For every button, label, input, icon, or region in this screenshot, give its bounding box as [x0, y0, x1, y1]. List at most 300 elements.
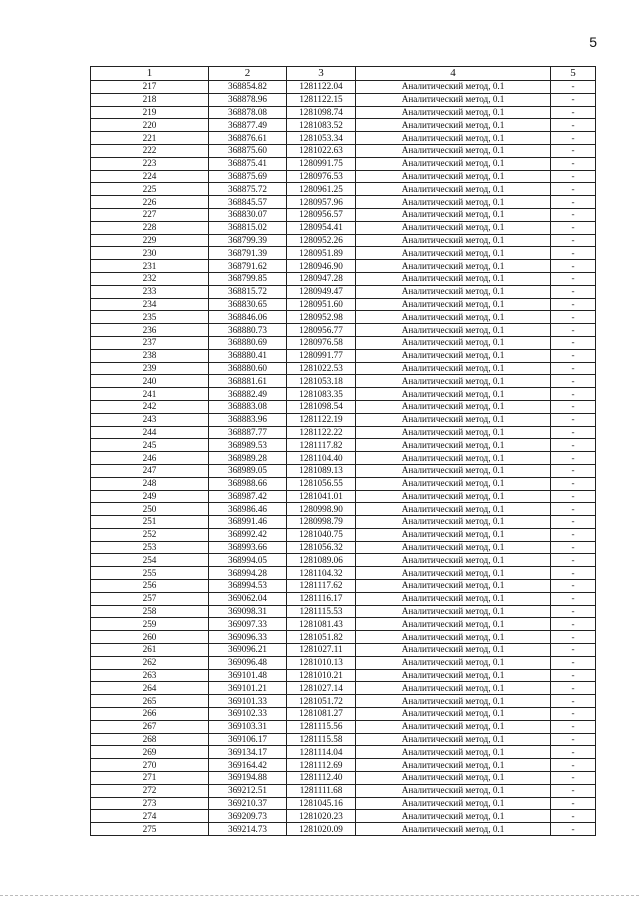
x-coordinate-cell: 368815.02: [209, 221, 287, 234]
method-cell: Аналитический метод, 0.1: [356, 644, 551, 657]
x-coordinate-cell: 368830.07: [209, 208, 287, 221]
method-cell: Аналитический метод, 0.1: [356, 93, 551, 106]
y-coordinate-cell: 1281053.18: [287, 375, 356, 388]
point-number-cell: 256: [91, 580, 209, 593]
point-number-cell: 250: [91, 503, 209, 516]
point-number-cell: 268: [91, 733, 209, 746]
point-number-cell: 226: [91, 196, 209, 209]
x-coordinate-cell: 368994.53: [209, 580, 287, 593]
point-number-cell: 228: [91, 221, 209, 234]
method-cell: Аналитический метод, 0.1: [356, 362, 551, 375]
table-row: [91, 720, 596, 733]
table-row: [91, 810, 596, 823]
method-cell: Аналитический метод, 0.1: [356, 324, 551, 337]
method-cell: Аналитический метод, 0.1: [356, 656, 551, 669]
table-row: [91, 708, 596, 721]
y-coordinate-cell: 1281089.13: [287, 464, 356, 477]
point-number-cell: 229: [91, 234, 209, 247]
point-number-cell: 217: [91, 81, 209, 94]
table-row: [91, 759, 596, 772]
method-cell: Аналитический метод, 0.1: [356, 272, 551, 285]
x-coordinate-cell: 368989.53: [209, 439, 287, 452]
point-number-cell: 242: [91, 400, 209, 413]
x-coordinate-cell: 369096.21: [209, 644, 287, 657]
table-header-row: [91, 67, 596, 81]
scan-edge-divider: [0, 895, 639, 896]
y-coordinate-cell: 1281111.68: [287, 784, 356, 797]
method-cell: Аналитический метод, 0.1: [356, 298, 551, 311]
x-coordinate-cell: 368846.06: [209, 311, 287, 324]
header-col-2: 2: [209, 67, 287, 81]
table-row: [91, 221, 596, 234]
x-coordinate-cell: 368992.42: [209, 528, 287, 541]
table-row: [91, 746, 596, 759]
y-coordinate-cell: 1281115.56: [287, 720, 356, 733]
method-cell: Аналитический метод, 0.1: [356, 247, 551, 260]
point-number-cell: 249: [91, 490, 209, 503]
note-cell: -: [551, 388, 596, 401]
x-coordinate-cell: 368878.08: [209, 106, 287, 119]
method-cell: Аналитический метод, 0.1: [356, 682, 551, 695]
x-coordinate-cell: 369212.51: [209, 784, 287, 797]
y-coordinate-cell: 1280976.58: [287, 336, 356, 349]
y-coordinate-cell: 1281122.04: [287, 81, 356, 94]
header-col-1: 1: [91, 67, 209, 81]
note-cell: -: [551, 336, 596, 349]
y-coordinate-cell: 1280949.47: [287, 285, 356, 298]
note-cell: -: [551, 208, 596, 221]
note-cell: -: [551, 324, 596, 337]
note-cell: -: [551, 298, 596, 311]
point-number-cell: 272: [91, 784, 209, 797]
note-cell: -: [551, 439, 596, 452]
point-number-cell: 266: [91, 708, 209, 721]
x-coordinate-cell: 368799.39: [209, 234, 287, 247]
note-cell: -: [551, 823, 596, 836]
point-number-cell: 257: [91, 592, 209, 605]
point-number-cell: 230: [91, 247, 209, 260]
x-coordinate-cell: 368880.73: [209, 324, 287, 337]
x-coordinate-cell: 369209.73: [209, 810, 287, 823]
note-cell: -: [551, 784, 596, 797]
x-coordinate-cell: 369134.17: [209, 746, 287, 759]
x-coordinate-cell: 368994.28: [209, 567, 287, 580]
table-row: [91, 400, 596, 413]
x-coordinate-cell: 369101.33: [209, 695, 287, 708]
note-cell: -: [551, 554, 596, 567]
note-cell: -: [551, 541, 596, 554]
y-coordinate-cell: 1281020.09: [287, 823, 356, 836]
method-cell: Аналитический метод, 0.1: [356, 349, 551, 362]
x-coordinate-cell: 368994.05: [209, 554, 287, 567]
x-coordinate-cell: 368989.28: [209, 452, 287, 465]
point-number-cell: 262: [91, 656, 209, 669]
table-row: [91, 426, 596, 439]
y-coordinate-cell: 1280998.90: [287, 503, 356, 516]
point-number-cell: 254: [91, 554, 209, 567]
table-row: [91, 413, 596, 426]
note-cell: -: [551, 285, 596, 298]
note-cell: -: [551, 516, 596, 529]
y-coordinate-cell: 1281056.32: [287, 541, 356, 554]
method-cell: Аналитический метод, 0.1: [356, 823, 551, 836]
note-cell: -: [551, 234, 596, 247]
table-row: [91, 656, 596, 669]
table-row: [91, 106, 596, 119]
point-number-cell: 273: [91, 797, 209, 810]
method-cell: Аналитический метод, 0.1: [356, 311, 551, 324]
table-row: [91, 503, 596, 516]
y-coordinate-cell: 1281112.40: [287, 772, 356, 785]
y-coordinate-cell: 1281115.58: [287, 733, 356, 746]
note-cell: -: [551, 797, 596, 810]
note-cell: -: [551, 490, 596, 503]
y-coordinate-cell: 1281022.63: [287, 144, 356, 157]
note-cell: -: [551, 720, 596, 733]
table-row: [91, 682, 596, 695]
header-col-5: 5: [551, 67, 596, 81]
y-coordinate-cell: 1281083.52: [287, 119, 356, 132]
note-cell: -: [551, 567, 596, 580]
y-coordinate-cell: 1281022.53: [287, 362, 356, 375]
point-number-cell: 241: [91, 388, 209, 401]
point-number-cell: 235: [91, 311, 209, 324]
y-coordinate-cell: 1280991.77: [287, 349, 356, 362]
method-cell: Аналитический метод, 0.1: [356, 452, 551, 465]
header-col-3: 3: [287, 67, 356, 81]
y-coordinate-cell: 1281083.35: [287, 388, 356, 401]
x-coordinate-cell: 369101.21: [209, 682, 287, 695]
method-cell: Аналитический метод, 0.1: [356, 221, 551, 234]
note-cell: -: [551, 452, 596, 465]
x-coordinate-cell: 368986.46: [209, 503, 287, 516]
x-coordinate-cell: 368993.66: [209, 541, 287, 554]
method-cell: Аналитический метод, 0.1: [356, 605, 551, 618]
y-coordinate-cell: 1281010.13: [287, 656, 356, 669]
point-number-cell: 227: [91, 208, 209, 221]
note-cell: -: [551, 247, 596, 260]
note-cell: -: [551, 528, 596, 541]
x-coordinate-cell: 369096.33: [209, 631, 287, 644]
table-row: [91, 260, 596, 273]
point-number-cell: 270: [91, 759, 209, 772]
table-row: [91, 580, 596, 593]
table-row: [91, 605, 596, 618]
x-coordinate-cell: 368887.77: [209, 426, 287, 439]
y-coordinate-cell: 1281027.14: [287, 682, 356, 695]
x-coordinate-cell: 368988.66: [209, 477, 287, 490]
table-row: [91, 272, 596, 285]
y-coordinate-cell: 1281051.82: [287, 631, 356, 644]
y-coordinate-cell: 1281098.54: [287, 400, 356, 413]
table-row: [91, 695, 596, 708]
method-cell: Аналитический метод, 0.1: [356, 528, 551, 541]
x-coordinate-cell: 368878.96: [209, 93, 287, 106]
method-cell: Аналитический метод, 0.1: [356, 503, 551, 516]
point-number-cell: 221: [91, 132, 209, 145]
method-cell: Аналитический метод, 0.1: [356, 170, 551, 183]
note-cell: -: [551, 221, 596, 234]
y-coordinate-cell: 1280952.26: [287, 234, 356, 247]
x-coordinate-cell: 368989.05: [209, 464, 287, 477]
method-cell: Аналитический метод, 0.1: [356, 196, 551, 209]
table-row: [91, 631, 596, 644]
point-number-cell: 239: [91, 362, 209, 375]
method-cell: Аналитический метод, 0.1: [356, 400, 551, 413]
x-coordinate-cell: 368880.41: [209, 349, 287, 362]
method-cell: Аналитический метод, 0.1: [356, 772, 551, 785]
note-cell: -: [551, 157, 596, 170]
point-number-cell: 269: [91, 746, 209, 759]
table-row: [91, 119, 596, 132]
table-row: [91, 439, 596, 452]
method-cell: Аналитический метод, 0.1: [356, 413, 551, 426]
point-number-cell: 248: [91, 477, 209, 490]
point-number-cell: 240: [91, 375, 209, 388]
point-number-cell: 222: [91, 144, 209, 157]
method-cell: Аналитический метод, 0.1: [356, 810, 551, 823]
table-row: [91, 592, 596, 605]
note-cell: -: [551, 132, 596, 145]
x-coordinate-cell: 368877.49: [209, 119, 287, 132]
point-number-cell: 265: [91, 695, 209, 708]
x-coordinate-cell: 369096.48: [209, 656, 287, 669]
method-cell: Аналитический метод, 0.1: [356, 234, 551, 247]
note-cell: -: [551, 759, 596, 772]
method-cell: Аналитический метод, 0.1: [356, 733, 551, 746]
method-cell: Аналитический метод, 0.1: [356, 490, 551, 503]
point-number-cell: 245: [91, 439, 209, 452]
point-number-cell: 253: [91, 541, 209, 554]
x-coordinate-cell: 369101.48: [209, 669, 287, 682]
method-cell: Аналитический метод, 0.1: [356, 388, 551, 401]
y-coordinate-cell: 1281081.43: [287, 618, 356, 631]
table-row: [91, 784, 596, 797]
table-row: [91, 772, 596, 785]
y-coordinate-cell: 1280952.98: [287, 311, 356, 324]
table-row: [91, 157, 596, 170]
y-coordinate-cell: 1281104.40: [287, 452, 356, 465]
x-coordinate-cell: 368791.39: [209, 247, 287, 260]
note-cell: -: [551, 106, 596, 119]
note-cell: -: [551, 400, 596, 413]
method-cell: Аналитический метод, 0.1: [356, 784, 551, 797]
x-coordinate-cell: 369098.31: [209, 605, 287, 618]
y-coordinate-cell: 1280956.57: [287, 208, 356, 221]
point-number-cell: 243: [91, 413, 209, 426]
coordinates-table: [90, 66, 596, 836]
point-number-cell: 255: [91, 567, 209, 580]
point-number-cell: 232: [91, 272, 209, 285]
note-cell: -: [551, 772, 596, 785]
point-number-cell: 231: [91, 260, 209, 273]
y-coordinate-cell: 1281020.23: [287, 810, 356, 823]
point-number-cell: 259: [91, 618, 209, 631]
table-row: [91, 797, 596, 810]
method-cell: Аналитический метод, 0.1: [356, 580, 551, 593]
table-row: [91, 464, 596, 477]
x-coordinate-cell: 368883.08: [209, 400, 287, 413]
table-row: [91, 285, 596, 298]
method-cell: Аналитический метод, 0.1: [356, 708, 551, 721]
y-coordinate-cell: 1281041.01: [287, 490, 356, 503]
table-row: [91, 183, 596, 196]
table-row: [91, 144, 596, 157]
point-number-cell: 237: [91, 336, 209, 349]
method-cell: Аналитический метод, 0.1: [356, 797, 551, 810]
y-coordinate-cell: 1280957.96: [287, 196, 356, 209]
x-coordinate-cell: 368883.96: [209, 413, 287, 426]
header-col-4: 4: [356, 67, 551, 81]
y-coordinate-cell: 1281053.34: [287, 132, 356, 145]
point-number-cell: 274: [91, 810, 209, 823]
table-row: [91, 208, 596, 221]
point-number-cell: 252: [91, 528, 209, 541]
table-row: [91, 554, 596, 567]
point-number-cell: 264: [91, 682, 209, 695]
x-coordinate-cell: 369194.88: [209, 772, 287, 785]
point-number-cell: 246: [91, 452, 209, 465]
note-cell: -: [551, 669, 596, 682]
method-cell: Аналитический метод, 0.1: [356, 132, 551, 145]
method-cell: Аналитический метод, 0.1: [356, 119, 551, 132]
x-coordinate-cell: 368875.41: [209, 157, 287, 170]
note-cell: -: [551, 708, 596, 721]
x-coordinate-cell: 368987.42: [209, 490, 287, 503]
y-coordinate-cell: 1281045.16: [287, 797, 356, 810]
table-body: [91, 81, 596, 836]
note-cell: -: [551, 119, 596, 132]
note-cell: -: [551, 93, 596, 106]
x-coordinate-cell: 368880.60: [209, 362, 287, 375]
method-cell: Аналитический метод, 0.1: [356, 81, 551, 94]
table-row: [91, 823, 596, 836]
point-number-cell: 233: [91, 285, 209, 298]
x-coordinate-cell: 368830.65: [209, 298, 287, 311]
y-coordinate-cell: 1281081.27: [287, 708, 356, 721]
y-coordinate-cell: 1281027.11: [287, 644, 356, 657]
y-coordinate-cell: 1280954.41: [287, 221, 356, 234]
x-coordinate-cell: 368875.69: [209, 170, 287, 183]
table-row: [91, 516, 596, 529]
table-row: [91, 490, 596, 503]
table-row: [91, 132, 596, 145]
note-cell: -: [551, 605, 596, 618]
point-number-cell: 271: [91, 772, 209, 785]
table-row: [91, 541, 596, 554]
x-coordinate-cell: 368875.60: [209, 144, 287, 157]
x-coordinate-cell: 368881.61: [209, 375, 287, 388]
note-cell: -: [551, 631, 596, 644]
note-cell: -: [551, 580, 596, 593]
x-coordinate-cell: 369214.73: [209, 823, 287, 836]
y-coordinate-cell: 1281116.17: [287, 592, 356, 605]
x-coordinate-cell: 369106.17: [209, 733, 287, 746]
point-number-cell: 224: [91, 170, 209, 183]
note-cell: -: [551, 733, 596, 746]
point-number-cell: 247: [91, 464, 209, 477]
point-number-cell: 263: [91, 669, 209, 682]
method-cell: Аналитический метод, 0.1: [356, 516, 551, 529]
point-number-cell: 220: [91, 119, 209, 132]
point-number-cell: 236: [91, 324, 209, 337]
method-cell: Аналитический метод, 0.1: [356, 439, 551, 452]
y-coordinate-cell: 1280951.60: [287, 298, 356, 311]
table-row: [91, 477, 596, 490]
note-cell: -: [551, 349, 596, 362]
table-row: [91, 298, 596, 311]
table-row: [91, 170, 596, 183]
point-number-cell: 267: [91, 720, 209, 733]
y-coordinate-cell: 1280976.53: [287, 170, 356, 183]
table-row: [91, 311, 596, 324]
note-cell: -: [551, 311, 596, 324]
x-coordinate-cell: 369210.37: [209, 797, 287, 810]
y-coordinate-cell: 1281112.69: [287, 759, 356, 772]
x-coordinate-cell: 369102.33: [209, 708, 287, 721]
table-row: [91, 618, 596, 631]
note-cell: -: [551, 746, 596, 759]
note-cell: -: [551, 260, 596, 273]
table-row: [91, 528, 596, 541]
y-coordinate-cell: 1281040.75: [287, 528, 356, 541]
point-number-cell: 260: [91, 631, 209, 644]
x-coordinate-cell: 369062.04: [209, 592, 287, 605]
note-cell: -: [551, 272, 596, 285]
method-cell: Аналитический метод, 0.1: [356, 106, 551, 119]
table-row: [91, 234, 596, 247]
table-row: [91, 349, 596, 362]
note-cell: -: [551, 464, 596, 477]
table-row: [91, 733, 596, 746]
point-number-cell: 219: [91, 106, 209, 119]
y-coordinate-cell: 1281114.04: [287, 746, 356, 759]
x-coordinate-cell: 368882.49: [209, 388, 287, 401]
method-cell: Аналитический метод, 0.1: [356, 541, 551, 554]
note-cell: -: [551, 656, 596, 669]
table-row: [91, 336, 596, 349]
y-coordinate-cell: 1280951.89: [287, 247, 356, 260]
point-number-cell: 261: [91, 644, 209, 657]
note-cell: -: [551, 170, 596, 183]
point-number-cell: 238: [91, 349, 209, 362]
method-cell: Аналитический метод, 0.1: [356, 746, 551, 759]
x-coordinate-cell: 368791.62: [209, 260, 287, 273]
method-cell: Аналитический метод, 0.1: [356, 375, 551, 388]
note-cell: -: [551, 375, 596, 388]
x-coordinate-cell: 368880.69: [209, 336, 287, 349]
table-row: [91, 669, 596, 682]
note-cell: -: [551, 81, 596, 94]
y-coordinate-cell: 1280961.25: [287, 183, 356, 196]
x-coordinate-cell: 368845.57: [209, 196, 287, 209]
y-coordinate-cell: 1281117.82: [287, 439, 356, 452]
method-cell: Аналитический метод, 0.1: [356, 477, 551, 490]
method-cell: Аналитический метод, 0.1: [356, 618, 551, 631]
y-coordinate-cell: 1281122.22: [287, 426, 356, 439]
y-coordinate-cell: 1281089.06: [287, 554, 356, 567]
note-cell: -: [551, 644, 596, 657]
note-cell: -: [551, 592, 596, 605]
y-coordinate-cell: 1281051.72: [287, 695, 356, 708]
note-cell: -: [551, 695, 596, 708]
note-cell: -: [551, 183, 596, 196]
point-number-cell: 223: [91, 157, 209, 170]
table-row: [91, 196, 596, 209]
method-cell: Аналитический метод, 0.1: [356, 208, 551, 221]
method-cell: Аналитический метод, 0.1: [356, 567, 551, 580]
table-row: [91, 452, 596, 465]
